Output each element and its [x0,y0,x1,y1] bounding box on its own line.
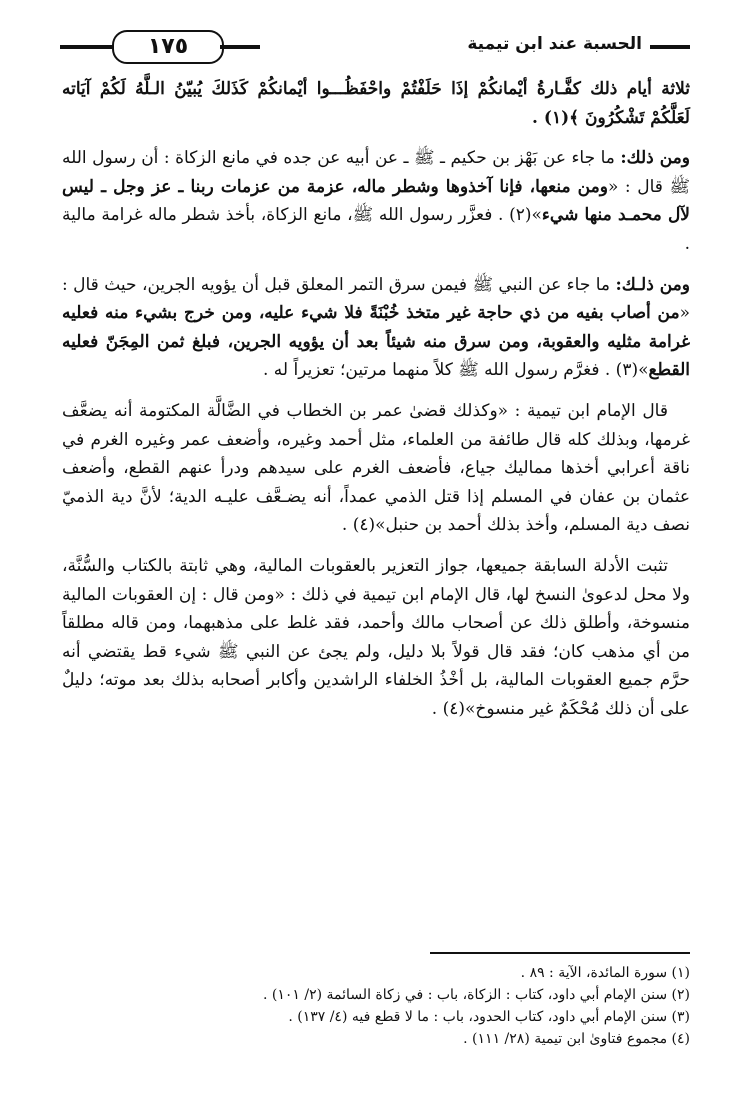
footnote-3: (٣) سنن الإمام أبي داود، كتاب الحدود، باب : ما لا قطع فيه (٤/ ١٣٧) . [288,1009,690,1025]
header-rule-right [650,45,690,49]
main-text [62,75,690,735]
paragraph-text: ما جاء عن بَهْز بن حكيم ـ ﷺ ـ عن أبيه عن جده في مانع الزكاة : أن رسول الله ﷺ قال : « [62,148,690,197]
paragraph-text: »(٣) . فغرَّم رسول الله ﷺ كلاً منهما مرتين؛ تعزيراً له . [262,360,649,381]
footnotes [62,962,690,1050]
paragraph-conclusion: تثبت الأدلة السابقة جميعها، جواز التعزير بالعقوبات المالية، وهي ثابتة بالكتاب والسُّنَّة، ولا محل لدعوىٰ النسخ لها، قال الإمام ابن تيمية في ذلك : «ومن قال : إن العقوبات المالية منسوخة، وأطلق ذلك عن أصحاب مالك وأحمد، فقد غلط على مذهبهما، ومن قاله مطلقاً من أي مذهب كان؛ فقد قال قولاً بلا دليل، ولم يجئ عن النبي ﷺ شيء قط يقتضي أنه حرَّم جميع العقوبات المالية، بل أخْذُ الخلفاء الراشدين وأكابر أصحابه بذلك بعد موته؛ دليلٌ على أن ذلك مُحْكَمٌ غير منسوخ»(٤) . [62,555,690,719]
header-rule-mid [220,45,260,49]
page-number: ١٧٥ [112,30,224,64]
page-header [60,30,690,64]
paragraph-text: ما جاء عن النبي ﷺ فيمن سرق التمر المعلق قبل أن يؤويه الجرين، حيث قال : « [62,274,690,324]
paragraph-text: »(٢) . فعزَّر رسول الله ﷺ، مانع الزكاة، بأخذ شطر ماله غرامة مالية . [62,205,690,254]
footnote-1: (١) سورة المائدة، الآية : ٨٩ . [520,965,690,981]
hadith-quote: ومن منعها، فإنا آخذوها وشطر ماله، عزمة من عزمات ربنا ـ عز وجل ـ ليس لآل محمـد منها شيء [62,176,691,226]
verse-continuation: ثلاثة أيام ذلك كفَّـارةُ أيْمانكُمْ إذَا حَلَفْتُمْ واحْفَظُـــوا أيْمانكُمْ كَذَلكَ يُبيّنُ الـلَّهُ لَكُمْ آيَاته لَعَلَّكُمْ تَشْكُرُونَ ﴾(١) . [62,79,690,128]
footnote-separator [430,952,690,954]
paragraph-ibn-taymiyya-quote: قال الإمام ابن تيمية : «وكذلك قضىٰ عمر بن الخطاب في الضَّالَّة المكتومة أنه يضعَّف غرمها، وبذلك كله قال طائفة من العلماء، مثل أحمد وغيره، وأضعف عمر وغيره الغرم في ناقة أعرابي أخذها مماليك جياع، فأضعف الغرم على سيدهم ودرأ عنهم القطع، وأضعف عثمان بن عفان في المسلم إذا قتل الذمي عمداً، أنه يضـعَّف عليـه الدية؛ لأنَّ دية الذميّ نصف دية المسلم، وأخذ بذلك أحمد بن حنبل»(٤) . [62,400,690,536]
paragraph-bahz-hadith [62,144,690,258]
header-rule-left [60,45,112,49]
footnote-4: (٤) مجموع فتاوىٰ ابن تيمية (٢٨/ ١١١) . [463,1031,690,1047]
hadith-quote: من أصاب بفيه من ذي حاجة غير متخذ خُبْنَةً فلا شيء عليه، ومن خرج بشيء منه فعليه غرامة مثليه والعقوبة، ومن سرق منه شيئاً بعد أن يؤويه الجرين، فبلغ ثمن المِجَنّ فعليه القطع [62,303,690,381]
running-title: الحسبة عند ابن تيمية [467,34,642,54]
paragraph-lead: ومن ذلـك: [615,274,690,295]
footnote-2: (٢) سنن الإمام أبي داود، كتاب : الزكاة، باب : في زكاة السائمة (٢/ ١٠١) . [263,987,690,1003]
paragraph-lead: ومن ذلك: [620,148,690,169]
paragraph-hanging-dates-hadith [62,271,690,385]
